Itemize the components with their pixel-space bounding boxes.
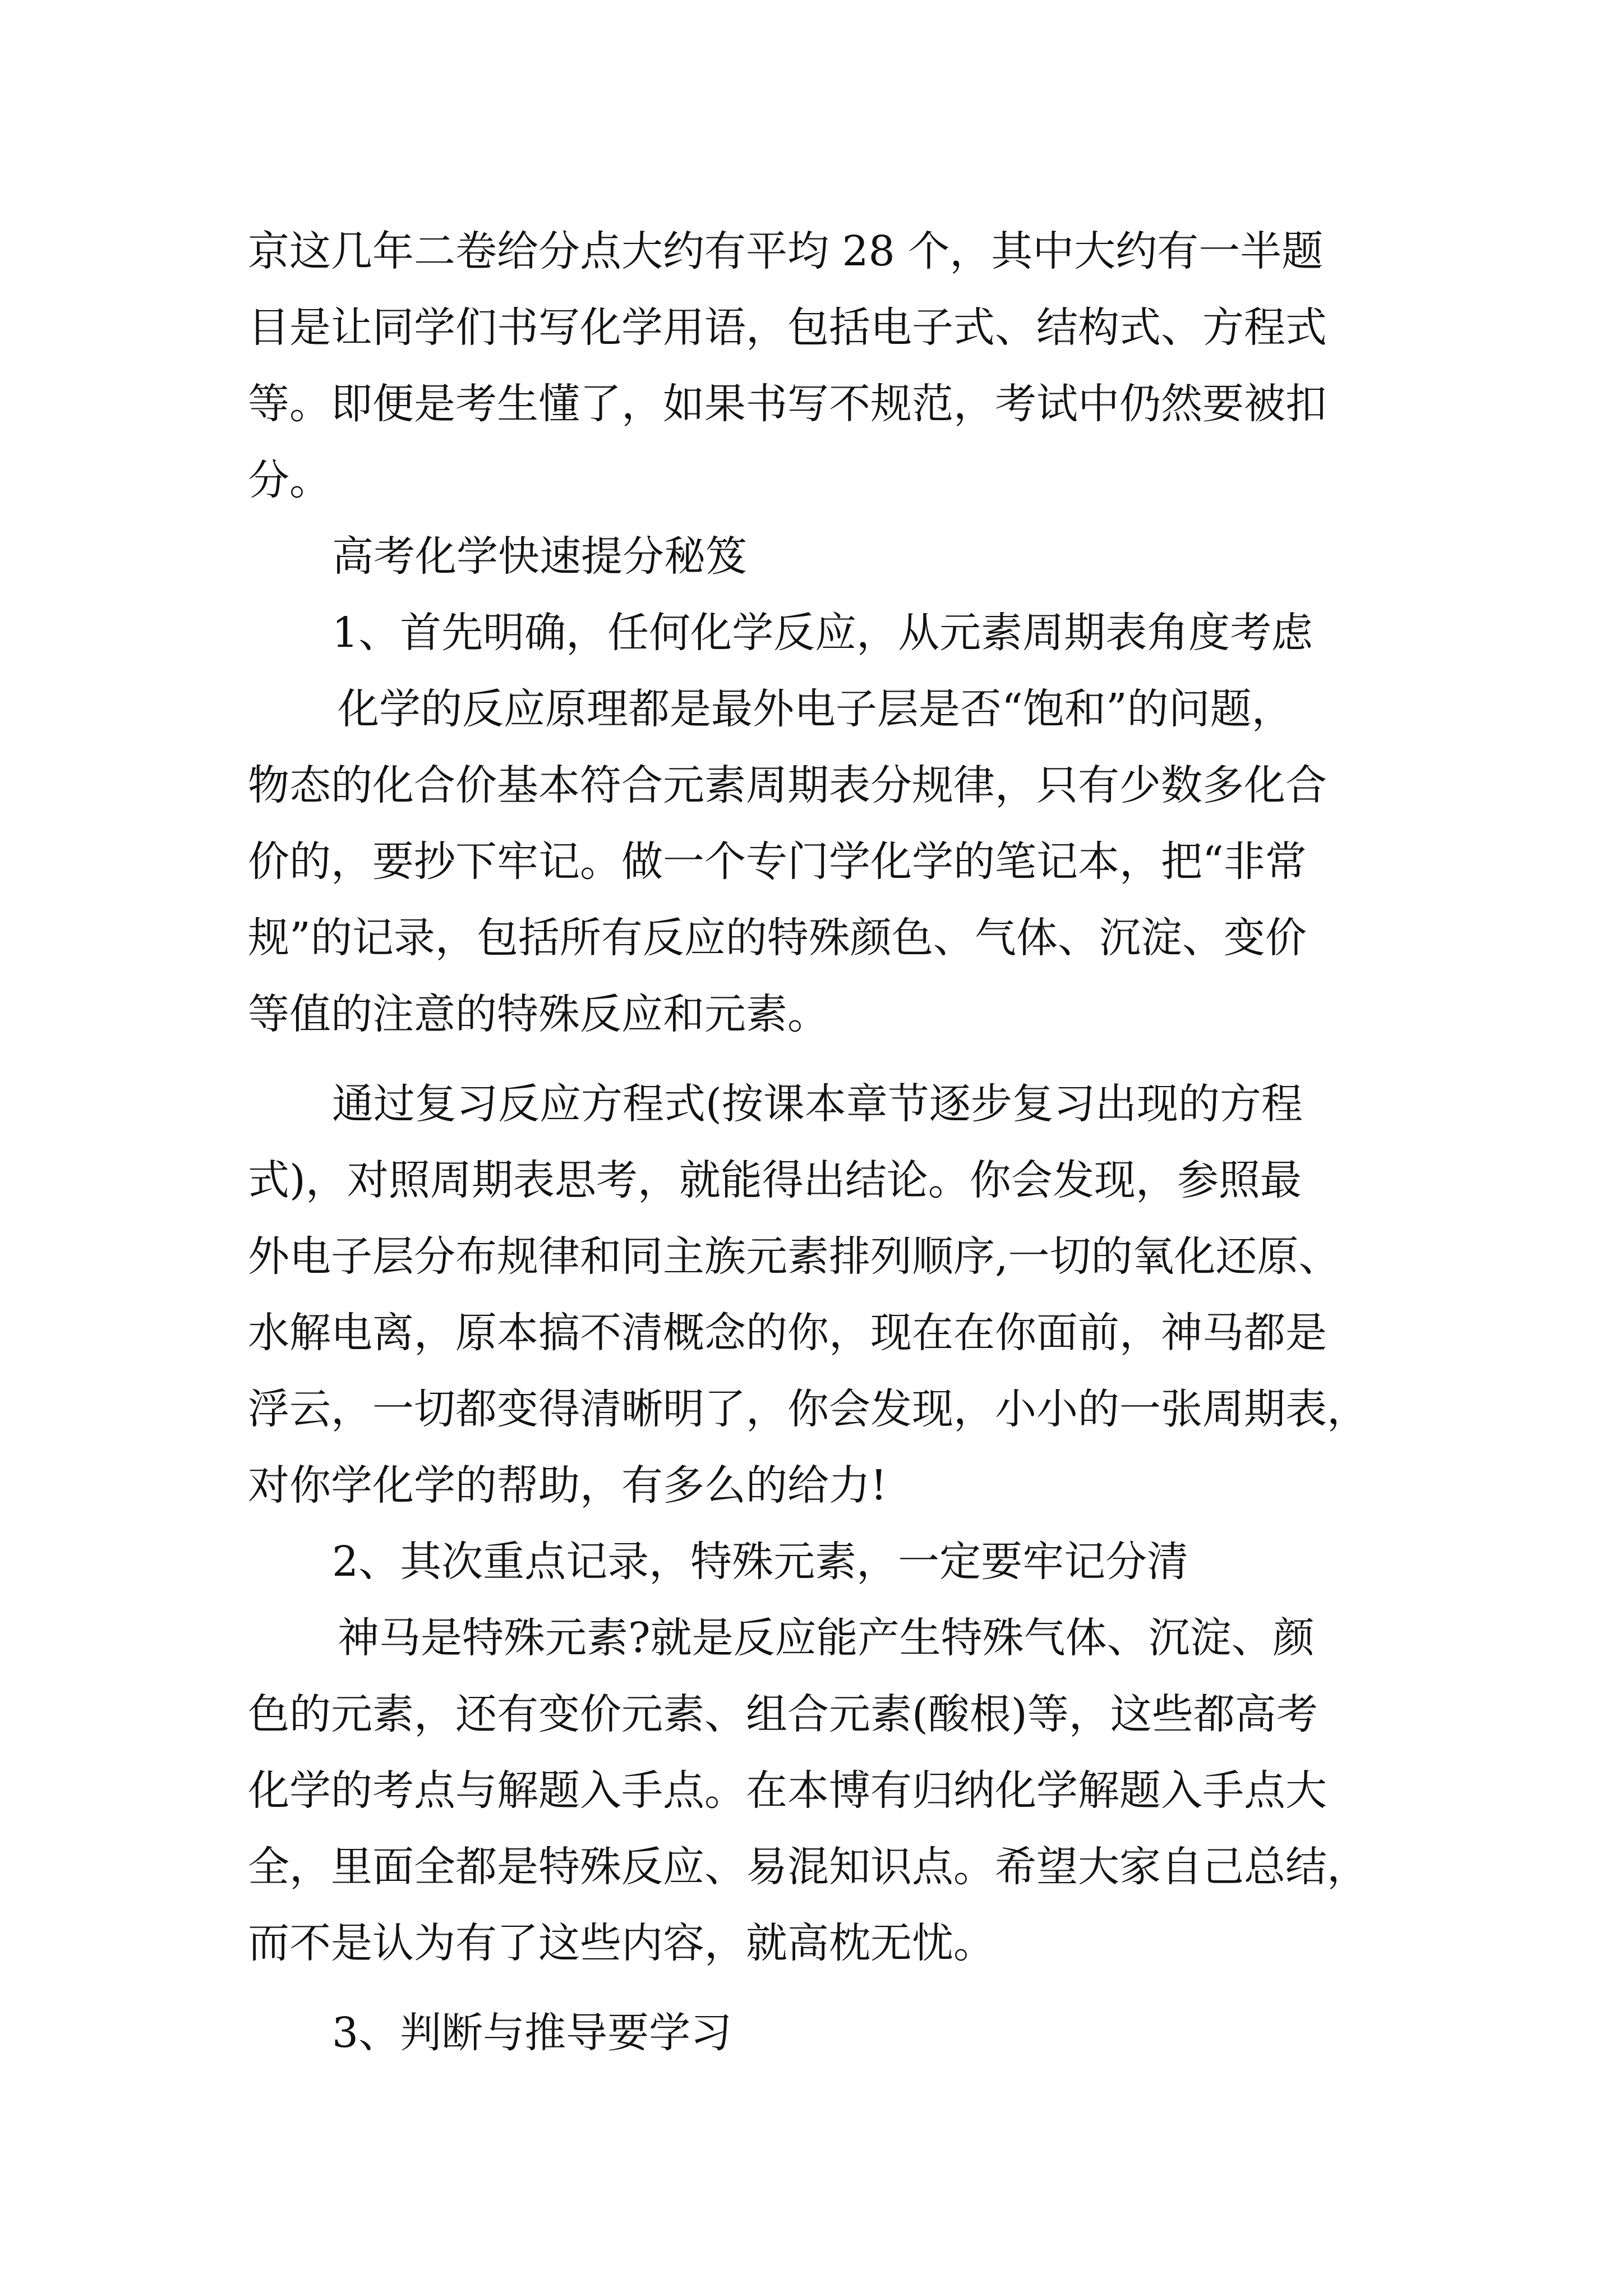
paragraph-gap xyxy=(248,1052,1392,1066)
paragraph-reaction-principle xyxy=(248,671,1392,1052)
tip-heading-3 xyxy=(248,1995,1392,2071)
text-line: 价的，要抄下牢记。做一个专门学化学的笔记本，把“非常 xyxy=(248,838,1307,886)
text-line: 而不是认为有了这些内容，就高枕无忧。 xyxy=(248,1919,995,1967)
text-line: 浮云，一切都变得清晰明了，你会发现，小小的一张周期表， xyxy=(248,1385,1368,1433)
text-line: 京这几年二卷给分点大约有平均 28 个，其中大约有一半题 xyxy=(248,227,1324,275)
paragraph-special-elements xyxy=(248,1600,1392,1981)
text-line: 目是让同学们书写化学用语，包括电子式、结构式、方程式 xyxy=(248,303,1327,352)
text-line: 等。即便是考生懂了，如果书写不规范，考试中仍然要被扣 xyxy=(248,380,1327,428)
text-line: 分。 xyxy=(248,456,331,504)
tip-heading-2 xyxy=(248,1524,1392,1600)
paragraph-review-equations xyxy=(248,1066,1392,1524)
text-line: 色的元素，还有变价元素、组合元素(酸根)等，这些都高考 xyxy=(248,1690,1318,1738)
text-line: 神马是特殊元素?就是反应能产生特殊气体、沉淀、颜 xyxy=(338,1614,1315,1662)
text-line: 通过复习反应方程式(按课本章节逐步复习出现的方程 xyxy=(332,1080,1303,1128)
document-body xyxy=(248,213,1392,2071)
heading-text: 高考化学快速提分秘笈 xyxy=(332,532,747,581)
text-line: 外电子层分布规律和同主族元素排列顺序,一切的氧化还原、 xyxy=(248,1232,1340,1281)
text-line: 对你学化学的帮助，有多么的给力! xyxy=(248,1461,887,1510)
text-line: 等值的注意的特殊反应和元素。 xyxy=(248,990,829,1038)
text-line: 全，里面全都是特殊反应、易混知识点。希望大家自己总结， xyxy=(248,1843,1368,1891)
paragraph-exam-points xyxy=(248,213,1392,518)
text-line: 水解电离，原本搞不清概念的你，现在在你面前，神马都是 xyxy=(248,1309,1327,1357)
heading-text: 3、判断与推导要学习 xyxy=(332,2009,732,2057)
text-line: 规”的记录，包括所有反应的特殊颜色、气体、沉淀、变价 xyxy=(248,914,1307,962)
text-line: 物态的化合价基本符合元素周期表分规律，只有少数多化合 xyxy=(248,761,1327,809)
tip-heading-1 xyxy=(248,595,1392,671)
heading-text: 2、其次重点记录，特殊元素，一定要牢记分清 xyxy=(332,1538,1189,1586)
text-line: 化学的考点与解题入手点。在本博有归纳化学解题入手点大 xyxy=(248,1766,1327,1815)
section-heading-tips xyxy=(248,518,1392,595)
heading-text: 1、首先明确，任何化学反应，从元素周期表角度考虑 xyxy=(332,609,1313,657)
text-line: 化学的反应原理都是最外电子层是否“饱和”的问题， xyxy=(338,685,1293,733)
text-line: 式)，对照周期表思考，就能得出结论。你会发现，参照最 xyxy=(248,1156,1302,1204)
paragraph-gap xyxy=(248,1981,1392,1995)
